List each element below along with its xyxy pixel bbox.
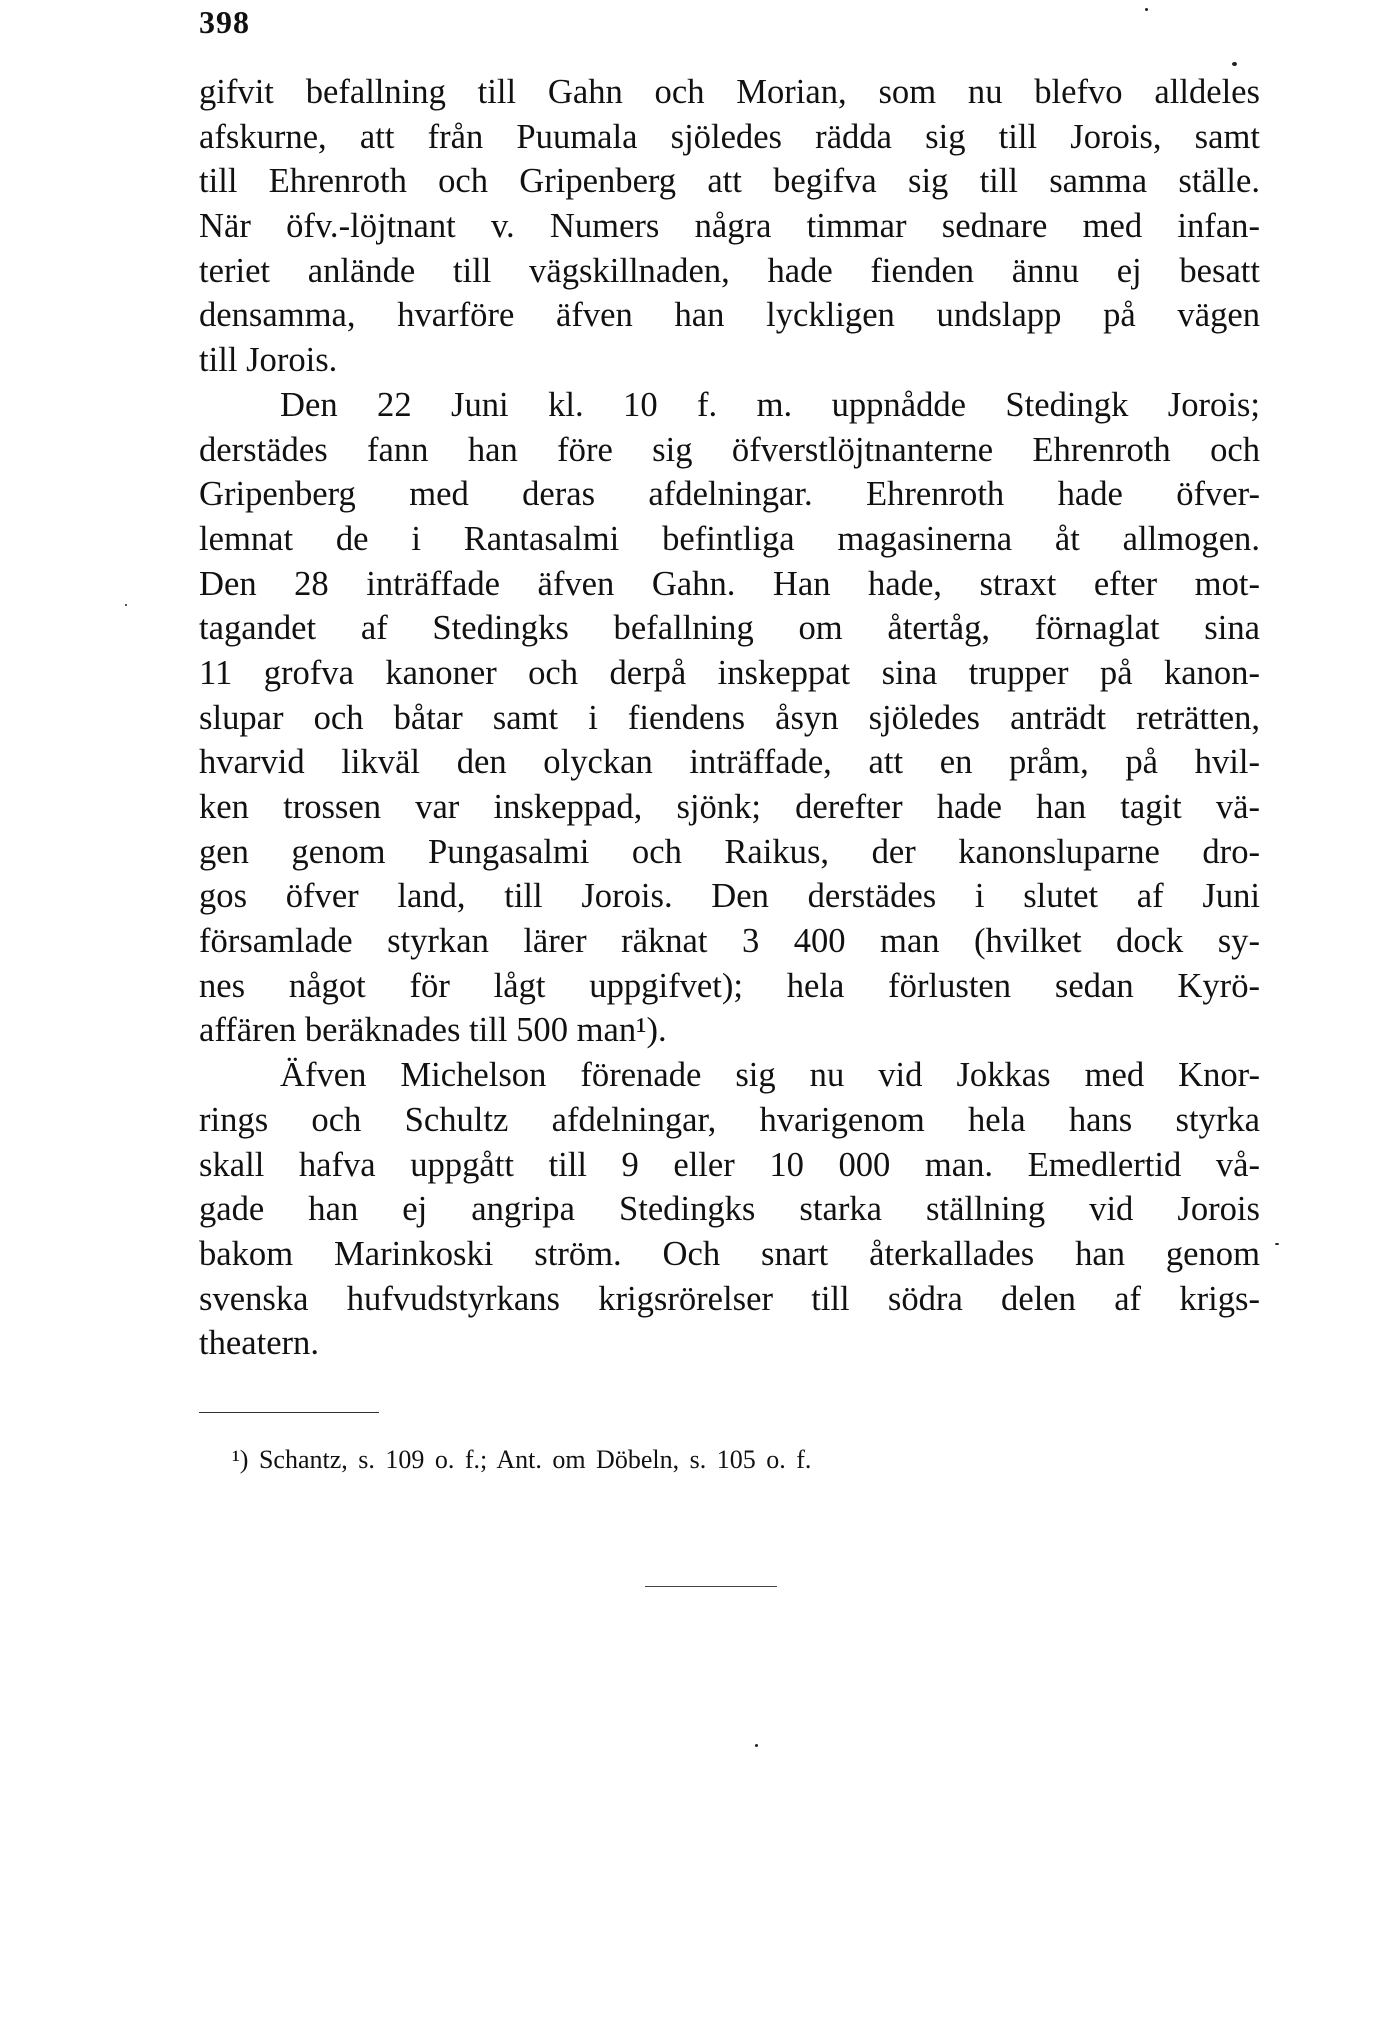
text-line: lemnat de i Rantasalmi befintliga magasinerna åt allmogen. xyxy=(199,519,1260,558)
text-line: ken trossen var inskeppad, sjönk; derefter hade han tagit vä- xyxy=(199,788,1260,826)
text-line: densamma, hvarföre äfven han lyckligen undslapp på vägen xyxy=(199,296,1260,335)
text-line: affären beräknades till 500 man¹). xyxy=(199,1011,667,1050)
text-line: hvarvid likväl den olyckan inträffade, att en pråm, på hvil- xyxy=(199,743,1260,782)
text-line: slupar och båtar samt i fiendens åsyn sjöledes anträdt reträtten, xyxy=(199,698,1260,737)
text-line: församlade styrkan lärer räknat 3 400 man (hvilket dock sy- xyxy=(199,922,1260,961)
text-line: Gripenberg med deras afdelningar. Ehrenroth hade öfver- xyxy=(199,475,1260,514)
ink-speck xyxy=(1275,1243,1279,1245)
text-line: bakom Marinkoski ström. Och snart återkallades han genom xyxy=(199,1234,1260,1273)
text-line: gen genom Pungasalmi och Raikus, der kanonsluparne dro- xyxy=(199,832,1260,871)
text-line: rings och Schultz afdelningar, hvarigenom hela hans styrka xyxy=(199,1100,1260,1139)
text-line: gifvit befallning till Gahn och Morian, som nu blefvo alldeles xyxy=(199,73,1260,111)
text-line: derstädes fann han före sig öfverstlöjtnanterne Ehrenroth och xyxy=(199,430,1260,469)
text-line: afskurne, att från Puumala sjöledes rädda sig till Jorois, samt xyxy=(199,117,1260,156)
text-line: Äfven Michelson förenade sig nu vid Jokkas med Knor- xyxy=(280,1056,1260,1095)
body-text xyxy=(199,70,1260,1366)
text-line: tagandet af Stedingks befallning om återtåg, förnaglat sina xyxy=(199,609,1260,648)
ink-speck xyxy=(755,1744,758,1747)
text-line: gos öfver land, till Jorois. Den derstädes i slutet af Juni xyxy=(199,877,1260,916)
text-line: till Ehrenroth och Gripenberg att begifva sig till samma ställe. xyxy=(199,162,1260,201)
text-line: theatern. xyxy=(199,1324,319,1363)
footnote: ¹) Schantz, s. 109 o. f.; Ant. om Döbeln, s. 105 o. f. xyxy=(232,1445,812,1474)
end-rule xyxy=(645,1586,777,1587)
text-line: teriet anlände till vägskillnaden, hade fienden ännu ej besatt xyxy=(199,251,1260,290)
text-line: Den 28 inträffade äfven Gahn. Han hade, straxt efter mot- xyxy=(199,564,1260,603)
text-line: skall hafva uppgått till 9 eller 10 000 man. Emedlertid vå- xyxy=(199,1145,1260,1184)
text-line: till Jorois. xyxy=(199,341,338,380)
ink-speck xyxy=(1145,8,1148,11)
page-number: 398 xyxy=(199,4,250,40)
text-line: gade han ej angripa Stedingks starka ställning vid Jorois xyxy=(199,1190,1260,1229)
ink-speck xyxy=(1232,62,1237,66)
text-line: Den 22 Juni kl. 10 f. m. uppnådde Stedingk Jorois; xyxy=(280,385,1260,424)
text-line: När öfv.-löjtnant v. Numers några timmar sednare med infan- xyxy=(199,207,1260,246)
text-line: nes något för lågt uppgifvet); hela förlusten sedan Kyrö- xyxy=(199,966,1260,1005)
text-line: svenska hufvudstyrkans krigsrörelser till södra delen af krigs- xyxy=(199,1279,1260,1318)
text-line: 11 grofva kanoner och derpå inskeppat sina trupper på kanon- xyxy=(199,653,1260,692)
ink-speck xyxy=(125,604,127,606)
footnote-rule xyxy=(199,1412,379,1413)
